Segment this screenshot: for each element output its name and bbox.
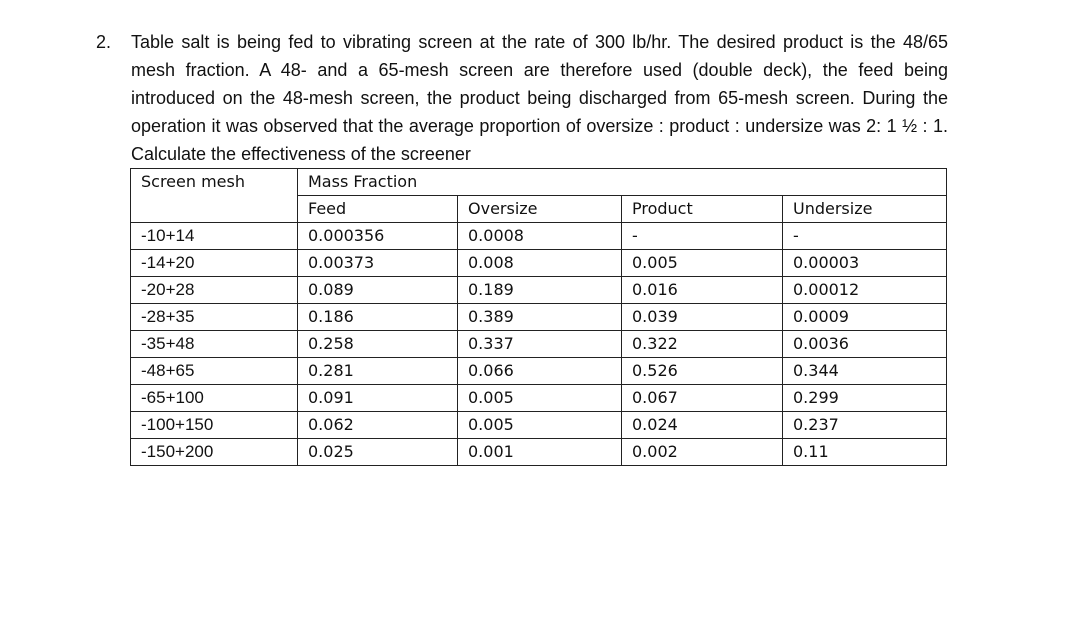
table-row (131, 277, 947, 304)
undersize-cell: 0.0009 (783, 304, 947, 331)
mesh-cell: -28+35 (131, 304, 298, 331)
product-cell: 0.322 (622, 331, 783, 358)
undersize-cell: 0.237 (783, 412, 947, 439)
feed-cell: 0.025 (298, 439, 458, 466)
feed-cell: 0.089 (298, 277, 458, 304)
mesh-cell: -35+48 (131, 331, 298, 358)
product-cell: 0.039 (622, 304, 783, 331)
problem-statement (96, 28, 948, 168)
table-row (131, 223, 947, 250)
table-row (131, 412, 947, 439)
mesh-cell: -48+65 (131, 358, 298, 385)
undersize-cell: 0.11 (783, 439, 947, 466)
feed-cell: 0.186 (298, 304, 458, 331)
feed-cell: 0.091 (298, 385, 458, 412)
mesh-cell: -100+150 (131, 412, 298, 439)
undersize-cell: 0.344 (783, 358, 947, 385)
oversize-cell: 0.389 (458, 304, 622, 331)
oversize-cell: 0.337 (458, 331, 622, 358)
undersize-cell: 0.299 (783, 385, 947, 412)
product-cell: 0.024 (622, 412, 783, 439)
oversize-column-header: Oversize (458, 196, 622, 223)
feed-cell: 0.00373 (298, 250, 458, 277)
problem-number: 2. (96, 32, 112, 52)
table-row (131, 385, 947, 412)
table-row (131, 304, 947, 331)
mesh-cell: -10+14 (131, 223, 298, 250)
undersize-cell: - (783, 223, 947, 250)
feed-cell: 0.062 (298, 412, 458, 439)
oversize-cell: 0.001 (458, 439, 622, 466)
mesh-cell: -65+100 (131, 385, 298, 412)
product-cell: 0.005 (622, 250, 783, 277)
undersize-cell: 0.0036 (783, 331, 947, 358)
mass-fraction-table (130, 168, 947, 466)
oversize-cell: 0.189 (458, 277, 622, 304)
product-cell: 0.526 (622, 358, 783, 385)
oversize-cell: 0.066 (458, 358, 622, 385)
undersize-column-header: Undersize (783, 196, 947, 223)
oversize-cell: 0.005 (458, 412, 622, 439)
table-row (131, 250, 947, 277)
undersize-cell: 0.00012 (783, 277, 947, 304)
mesh-cell: -150+200 (131, 439, 298, 466)
mesh-cell: -14+20 (131, 250, 298, 277)
mesh-cell: -20+28 (131, 277, 298, 304)
oversize-cell: 0.005 (458, 385, 622, 412)
product-cell: - (622, 223, 783, 250)
feed-cell: 0.000356 (298, 223, 458, 250)
oversize-cell: 0.008 (458, 250, 622, 277)
feed-cell: 0.258 (298, 331, 458, 358)
problem-text: Table salt is being fed to vibrating screen at the rate of 300 lb/hr. The desired product is the 48/65 mesh fraction. A 48- and a 65-mesh screen are therefore used (double deck), the feed being introduced on the 48-mesh screen, the product being discharged from 65-mesh screen. During the operation it was observed that the average proportion of oversize : product : undersize was 2: 1 ½ : 1. Calculate the effectiveness of the screener (131, 32, 948, 164)
table-row (131, 439, 947, 466)
screen-mesh-header: Screen mesh (131, 169, 298, 223)
product-cell: 0.016 (622, 277, 783, 304)
product-column-header: Product (622, 196, 783, 223)
feed-column-header: Feed (298, 196, 458, 223)
product-cell: 0.067 (622, 385, 783, 412)
feed-cell: 0.281 (298, 358, 458, 385)
mass-fraction-header: Mass Fraction (298, 169, 947, 196)
table-row (131, 358, 947, 385)
oversize-cell: 0.0008 (458, 223, 622, 250)
table-row (131, 331, 947, 358)
undersize-cell: 0.00003 (783, 250, 947, 277)
header-row-1 (131, 169, 947, 196)
product-cell: 0.002 (622, 439, 783, 466)
